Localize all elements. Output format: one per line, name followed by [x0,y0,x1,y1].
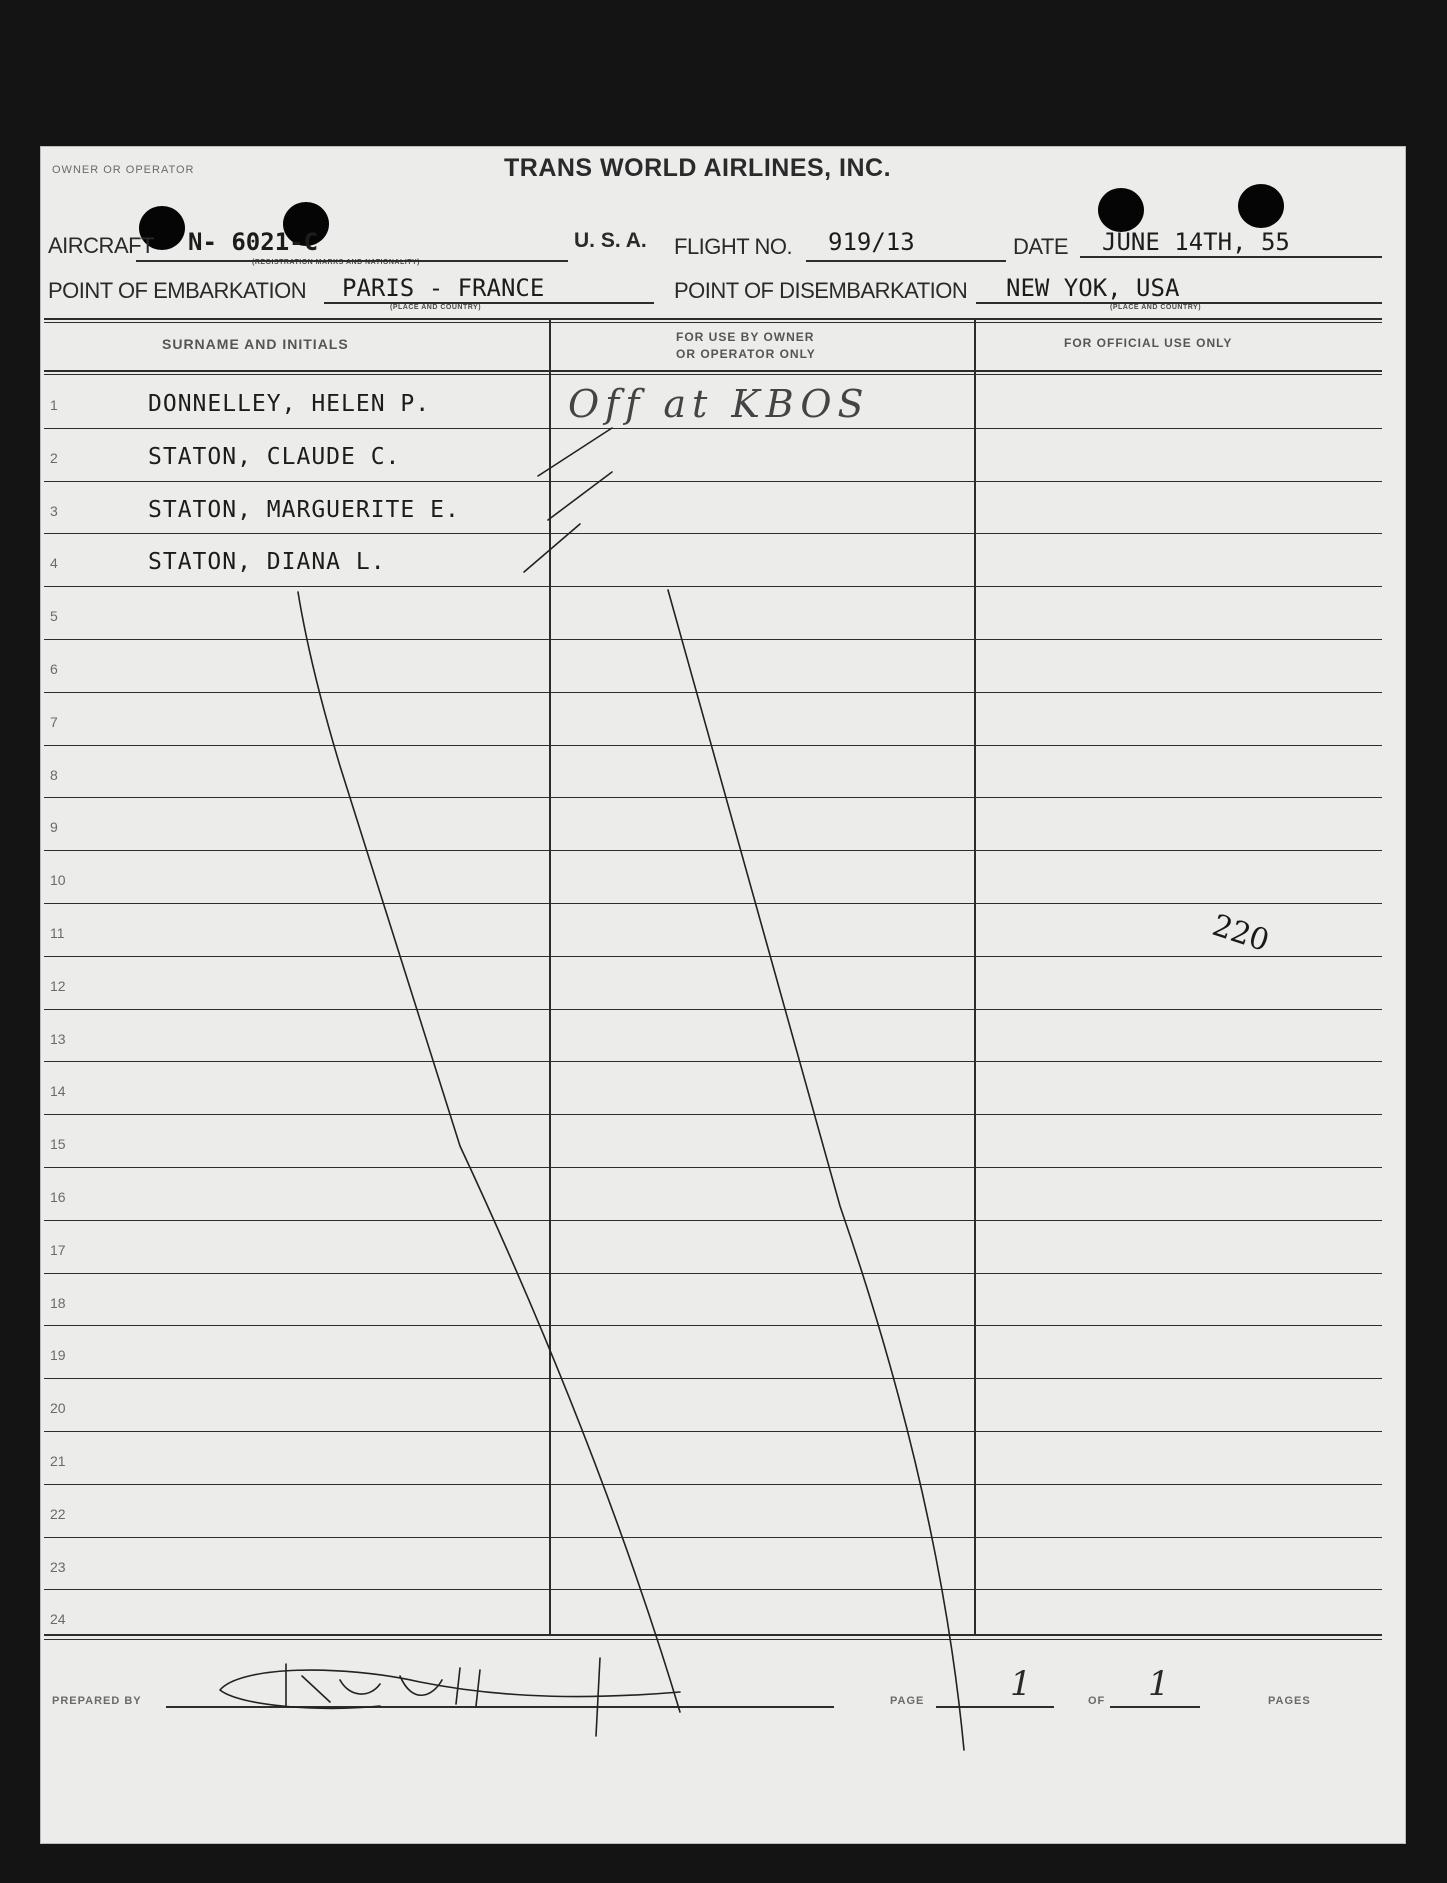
column-header-official: FOR OFFICIAL USE ONLY [1064,336,1233,350]
row-number: 24 [50,1611,66,1628]
passenger-name: STATON, MARGUERITE E. [148,496,460,523]
tick-mark [538,428,612,476]
usa-label: U. S. A. [574,229,647,252]
page-value: 1 [1010,1664,1032,1704]
row-number: 3 [50,502,58,519]
row-number: 17 [50,1241,66,1258]
row-number: 13 [50,1030,66,1047]
aircraft-label: AIRCRAFT [48,233,154,258]
pen-marks [40,146,1406,1844]
date-value: JUNE 14TH, 55 [1102,228,1290,256]
row-number: 10 [50,872,66,889]
place-note-right: (PLACE AND COUNTRY) [1110,304,1202,311]
disembarkation-label: POINT OF DISEMBARKATION [674,278,968,303]
row-number: 14 [50,1083,66,1100]
date-label: DATE [1013,234,1069,259]
row-number: 2 [50,449,58,466]
long-slash-line [298,592,680,1712]
row-number: 21 [50,1453,66,1469]
column-header-surname: SURNAME AND INITIALS [162,336,349,352]
row-number: 15 [50,1136,66,1153]
row-number: 12 [50,977,66,994]
aircraft-value: N- 6021-C [188,228,319,256]
row-number: 19 [50,1347,66,1364]
row-number: 11 [50,925,65,941]
of-label: OF [1088,1695,1106,1707]
embarkation-label: POINT OF EMBARKATION [48,278,307,303]
off-at-annotation: Off at KBOS [568,382,870,426]
signature-scrawl [220,1658,680,1736]
row-number: 20 [50,1400,66,1417]
place-note-left: (PLACE AND COUNTRY) [390,304,482,311]
row-number: 7 [50,713,58,730]
row-number: 18 [50,1294,66,1311]
disembarkation-value: NEW YOK, USA [1006,274,1180,302]
passenger-name: STATON, DIANA L. [148,549,386,576]
registration-note: (REGISTRATION MARKS AND NATIONALITY) [252,259,420,266]
owner-label: OWNER OR OPERATOR [52,164,195,176]
row-number: 6 [50,661,58,677]
of-value: 1 [1148,1664,1170,1704]
column-header-owner-1: FOR USE BY OWNER [676,330,815,344]
row-number: 4 [50,555,58,572]
company-name: TRANS WORLD AIRLINES, INC. [504,154,892,182]
row-number: 9 [50,819,58,836]
row-number: 5 [50,608,58,625]
number-annotation: 220 [1207,908,1274,959]
passenger-name: STATON, CLAUDE C. [148,443,401,470]
row-number: 8 [50,766,58,783]
flight-value: 919/13 [828,228,915,256]
embarkation-value: PARIS - FRANCE [342,274,545,302]
column-header-owner-2: OR OPERATOR ONLY [676,347,816,361]
pages-label: PAGES [1268,1695,1311,1707]
prepared-by-label: PREPARED BY [52,1695,142,1707]
tick-mark [548,472,612,520]
row-number: 23 [50,1558,66,1575]
row-number: 16 [50,1189,66,1205]
manifest-sheet [40,146,1406,1844]
row-number: 1 [50,397,58,413]
long-slash-line [668,590,964,1750]
flight-label: FLIGHT NO. [674,234,793,259]
page-label: PAGE [890,1695,925,1707]
tick-mark [524,524,580,572]
row-number: 22 [50,1505,66,1522]
passenger-name: DONNELLEY, HELEN P. [148,391,431,417]
